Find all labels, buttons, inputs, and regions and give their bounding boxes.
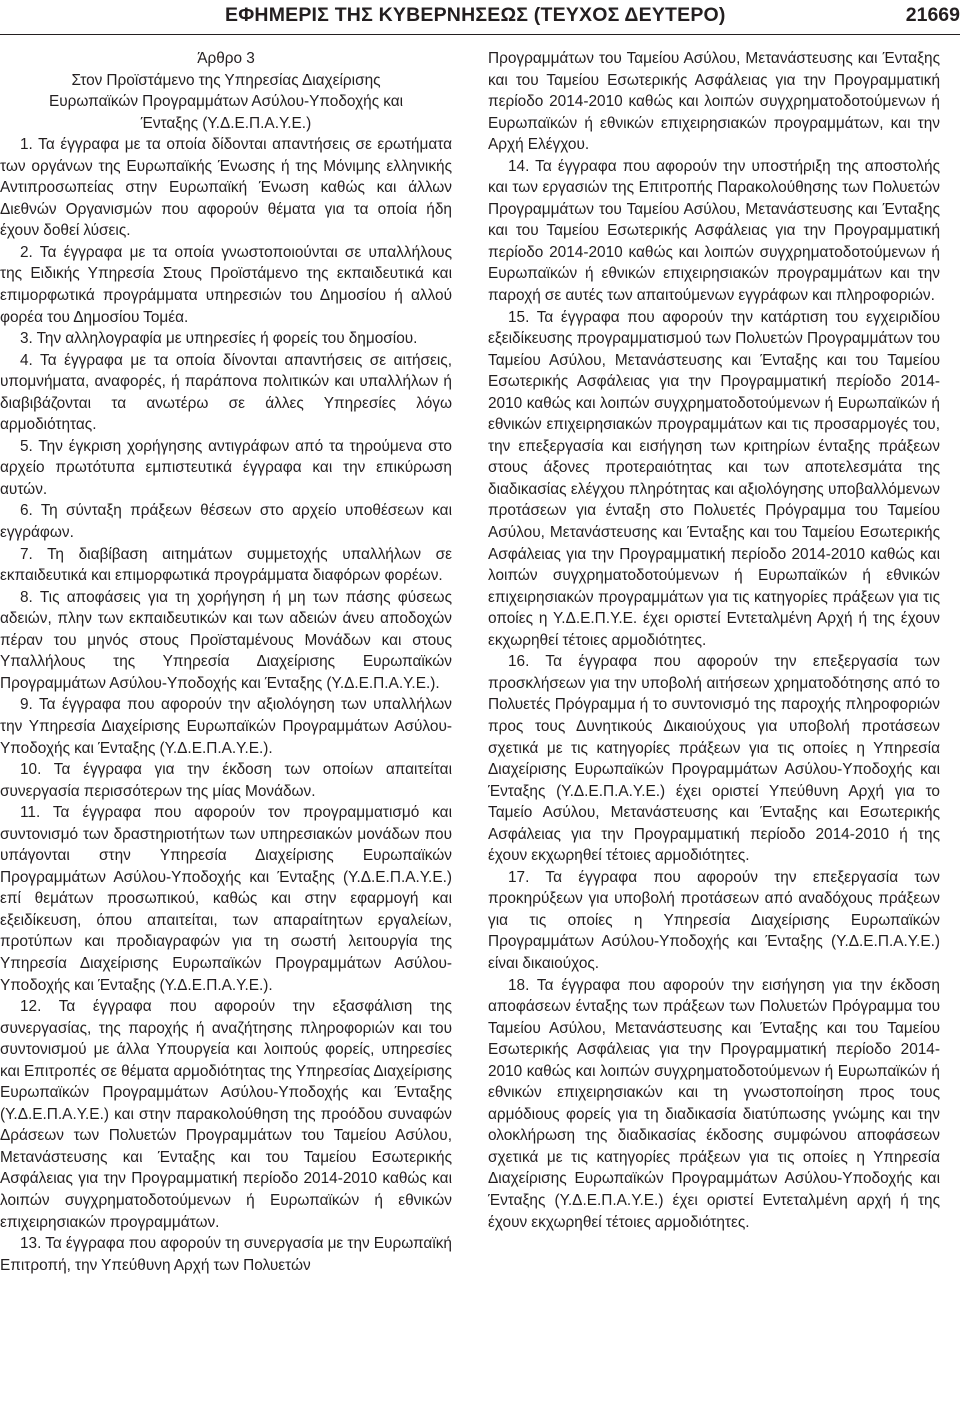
- paragraph-continued: Προγραμμάτων του Ταμείου Ασύλου, Μετανάστευσης και Ένταξης και του Ταμείου Εσωτερικής Ασφάλειας για την Προγραμματική περίοδο 2014-2010 καθώς και λοιπών συγχρηματοδοτούμενων ή Ευρωπαϊκών ή εθνικών επιχειρησιακών προγραμμάτων, και την Αρχή Ελέγχου.: [488, 50, 940, 154]
- gazette-title: ΕΦΗΜΕΡΙΣ ΤΗΣ ΚΥΒΕΡΝΗΣΕΩΣ (ΤΕΥΧΟΣ ΔΕΥΤΕΡΟ): [225, 4, 726, 26]
- article-number: Άρθρο 3: [197, 50, 255, 67]
- paragraph: 6. Τη σύνταξη πράξεων θέσεων στο αρχείο υποθέσεων και εγγράφων.: [0, 502, 452, 542]
- paragraph: 9. Τα έγγραφα που αφορούν την αξιολόγηση των υπαλλήλων την Υπηρεσία Διαχείρισης Ευρωπαϊκών Προγραμμάτων Ασύλου-Υποδοχής και Ένταξης (Υ.Δ.Ε.Π.Α.Υ.Ε.).: [0, 696, 452, 757]
- paragraph: 18. Τα έγγραφα που αφορούν την εισήγηση για την έκδοση αποφάσεων ένταξης των πράξεων των Πολυετών Πρόγραμμα του Ταμείου Ασύλου, Μετανάστευσης και Ένταξης και του Ταμείου Εσωτερικής Ασφάλειας για την Προγραμματική περίοδο 2014-2010 καθώς και λοιπών συγχρηματοδοτούμενων ή Ευρωπαϊκών ή εθνικών επιχειρησιακών και τη γνωστοποίηση προς τους αρμόδιους φορείς για τη διαδικασία διατύπωσης γνώμης και την ολοκλήρωση της διαδικασίας έκδοσης συμφώνου αποφάσεων σχετικά με τις κατηγορίες πράξεων για τις οποίες η Υπηρεσία Διαχείρισης Ευρωπαϊκών Προγραμμάτων Ασύλου-Υποδοχής και Ένταξης (Υ.Δ.Ε.Π.Α.Υ.Ε.) έχει οριστεί Εντεταλμένη αρχή ή της έχουν εκχωρηθεί τέτοιες αρμοδιότητες.: [488, 976, 940, 1231]
- left-column: [0, 48, 452, 1276]
- page-number: 21669: [905, 4, 960, 26]
- header-rule: [0, 34, 960, 35]
- article-heading: [0, 48, 452, 134]
- paragraph: 13. Τα έγγραφα που αφορούν τη συνεργασία με την Ευρωπαϊκή Επιτροπή, την Υπεύθυνη Αρχή των Πολυετών: [0, 1235, 452, 1274]
- paragraph: 7. Τη διαβίβαση αιτημάτων συμμετοχής υπαλλήλων σε εκπαιδευτικά και επιμορφωτικά προγράμματα διαφόρων φορέων.: [0, 545, 452, 585]
- paragraph: 11. Τα έγγραφα που αφορούν τον προγραμματισμό και συντονισμό των δραστηριοτήτων των υπηρεσιακών μονάδων που υπάγονται στην Υπηρεσία Διαχείρισης Ευρωπαϊκών Προγραμμάτων Ασύλου-Υποδοχής και Ένταξης (Υ.Δ.Ε.Π.Α.Υ.Ε.) επί θεμάτων προσωπικού, καθώς και στην εφαρμογή και εξειδίκευση, όπου απαιτείται, των απαραίτητων εργαλείων, προτύπων και προδιαγραφών για τη σωστή λειτουργία της Υπηρεσία Διαχείρισης Ευρωπαϊκών Προγραμμάτων Ασύλου-Υποδοχής και Ένταξης (Υ.Δ.Ε.Π.Α.Υ.Ε.).: [0, 804, 452, 994]
- paragraph: 8. Τις αποφάσεις για τη χορήγηση ή μη των πάσης φύσεως αδειών, πλην των εκπαιδευτικών και των αδειών άνευ αποδοχών πέραν του μηνός στους Προϊσταμένους Μονάδων και στους Υπαλλήλους της Υπηρεσία Διαχείρισης Ευρωπαϊκών Προγραμμάτων Ασύλου-Υποδοχής και Ένταξης (Υ.Δ.Ε.Π.Α.Υ.Ε.).: [0, 588, 452, 692]
- article-title-line: Ευρωπαϊκών Προγραμμάτων Ασύλου-Υποδοχής και: [48, 93, 404, 111]
- article-title-line: Στον Προϊστάμενο της Υπηρεσίας Διαχείρισης: [71, 71, 381, 89]
- paragraph: 2. Τα έγγραφα με τα οποία γνωστοποιούνται σε υπαλλήλους της Ειδικής Υπηρεσία Στους Προϊστάμενο της εκπαιδευτικά και επιμορφωτικά προγράμματα υπηρεσιών του Δημοσίου ή αλλού φορέα του Δημοσίου Τομέα.: [0, 243, 452, 326]
- article-title-line: Ένταξης (Υ.Δ.Ε.Π.Α.Υ.Ε.): [140, 114, 312, 132]
- paragraph: 4. Τα έγγραφα με τα οποία δίνονται απαντήσεις σε αιτήσεις, υπομνήματα, αναφορές, ή παράπονα πολιτικών και υπαλλήλων ή διαβιβάζονται τα ανωτέρω σε άλλες Υπηρεσίες λόγω αρμοδιότητας.: [0, 351, 452, 434]
- paragraph: 10. Τα έγγραφα για την έκδοση των οποίων απαιτείται συνεργασία περισσότερων της μίας Μονάδων.: [0, 761, 452, 800]
- paragraph: 16. Τα έγγραφα που αφορούν την επεξεργασία των προσκλήσεων για την υποβολή αιτήσεων χρηματοδότησης από το Πολυετές Πρόγραμμα ή το συντονισμό της παροχής πληροφοριών προς τους Δυνητικούς Δικαιούχους για υποβολή προτάσεων σχετικά με τις κατηγορίες πράξεων για τις οποίες η Υπηρεσία Διαχείρισης Ευρωπαϊκών Προγραμμάτων Ασύλου-Υποδοχής και Ένταξης (Υ.Δ.Ε.Π.Α.Υ.Ε.) έχει οριστεί Υπεύθυνη Αρχή για το Ταμείο Ασύλου, Μετανάστευσης και Ένταξης και Εσωτερικής Ασφάλειας για την Προγραμματική περίοδο 2014-2010 ή της έχουν εκχωρηθεί τέτοιες αρμοδιότητες.: [488, 653, 940, 865]
- right-column: [488, 48, 940, 1233]
- paragraph: 1. Τα έγγραφα με τα οποία δίδονται απαντήσεις σε ερωτήματα των οργάνων της Ευρωπαϊκής Ένωσης ή της Μόνιμης ελληνικής Αντιπροσωπείας στην Ευρωπαϊκή Ένωση καθώς και άλλων Διεθνών Οργανισμών που αφορούν θέματα για τα οποία ήδη έχουν δοθεί λύσεις.: [0, 136, 452, 240]
- page-header: [0, 0, 960, 34]
- paragraph: 14. Τα έγγραφα που αφορούν την υποστήριξη της αποστολής και των εργασιών της Επιτροπής Παρακολούθησης των Πολυετών Προγραμμάτων του Ταμείου Ασύλου, Μετανάστευσης και Ένταξης και του Ταμείου Εσωτερικής Ασφάλειας για την Προγραμματική περίοδο 2014-2010 καθώς και λοιπών συγχρηματοδοτούμενων ή Ευρωπαϊκών ή εθνικών επιχειρησιακών προγραμμάτων και την παροχή σε αυτές των απαιτούμενων εγγράφων και πληροφοριών.: [488, 157, 940, 305]
- paragraph: 15. Τα έγγραφα που αφορούν την κατάρτιση του εγχειριδίου εξειδίκευσης προγραμματισμού των Πολυετών Προγραμμάτων του Ταμείου Ασύλου, Μετανάστευσης και Ένταξης και του Ταμείου Εσωτερικής Ασφάλειας για την Προγραμματική περίοδο 2014-2010 καθώς και λοιπών συγχρηματοδοτούμενων ή Ευρωπαϊκών ή εθνικών επιχειρησιακών προγραμμάτων και τις προσαρμογές του, την επεξεργασία και εισήγηση των κριτηρίων ένταξης πράξεων στους άξονες προτεραιότητας και των αποτελεσμάτα της διαδικασίας ελέγχου πληρότητας και αξιολόγησης υποβαλλόμενων προτάσεων για ένταξη στο Πολυετές Πρόγραμμα του Ταμείου Ασύλου, Μετανάστευσης και Ένταξης και του Ταμείου Εσωτερικής Ασφάλειας για την Προγραμματική περίοδο 2014-2010 καθώς και λοιπών συγχρηματοδοτούμενων ή Ευρωπαϊκών ή εθνικών επιχειρησιακών προγραμμάτων για τις κατηγορίες πράξεων για τις οποίες η Υ.Δ.Ε.Π.Υ.Ε. έχει οριστεί Εντεταλμένη Αρχή ή της έχουν εκχωρηθεί τέτοιες αρμοδιότητες.: [488, 308, 940, 649]
- paragraph: 5. Την έγκριση χορήγησης αντιγράφων από τα τηρούμενα στο αρχείο πρωτότυπα εμπιστευτικά έγγραφα και την επικύρωση αυτών.: [0, 437, 452, 498]
- paragraph: 17. Τα έγγραφα που αφορούν την επεξεργασία των προκηρύξεων για υποβολή προτάσεων από αναδόχους πράξεων για τις οποίες η Υπηρεσία Διαχείρισης Ευρωπαϊκών Προγραμμάτων Ασύλου-Υποδοχής και Ένταξης (Υ.Δ.Ε.Π.Α.Υ.Ε.) είναι δικαιούχος.: [488, 868, 940, 972]
- paragraph: 3. Την αλληλογραφία με υπηρεσίες ή φορείς του δημοσίου.: [20, 330, 418, 348]
- paragraph: 12. Τα έγγραφα που αφορούν την εξασφάλιση της συνεργασίας, της παροχής ή αναζήτησης πληροφοριών και του συντονισμού με άλλα Υπουργεία και λοιπούς φορείς, υπηρεσίες και Επιτροπές σε θέματα αρμοδιότητας της Υπηρεσίας Διαχείρισης Ευρωπαϊκών Προγραμμάτων Ασύλου-Υποδοχής και Ένταξης (Υ.Δ.Ε.Π.Α.Υ.Ε.) και στην παρακολούθηση της προόδου συναφών Δράσεων των Πολυετών Προγραμμάτων του Ταμείου Ασύλου, Μετανάστευσης και Ένταξης και του Ταμείου Εσωτερικής Ασφάλειας για την Προγραμματική περίοδο 2014-2010 καθώς και λοιπών συγχρηματοδοτούμενων ή Ευρωπαϊκών ή εθνικών επιχειρησιακών προγραμμάτων.: [0, 998, 452, 1231]
